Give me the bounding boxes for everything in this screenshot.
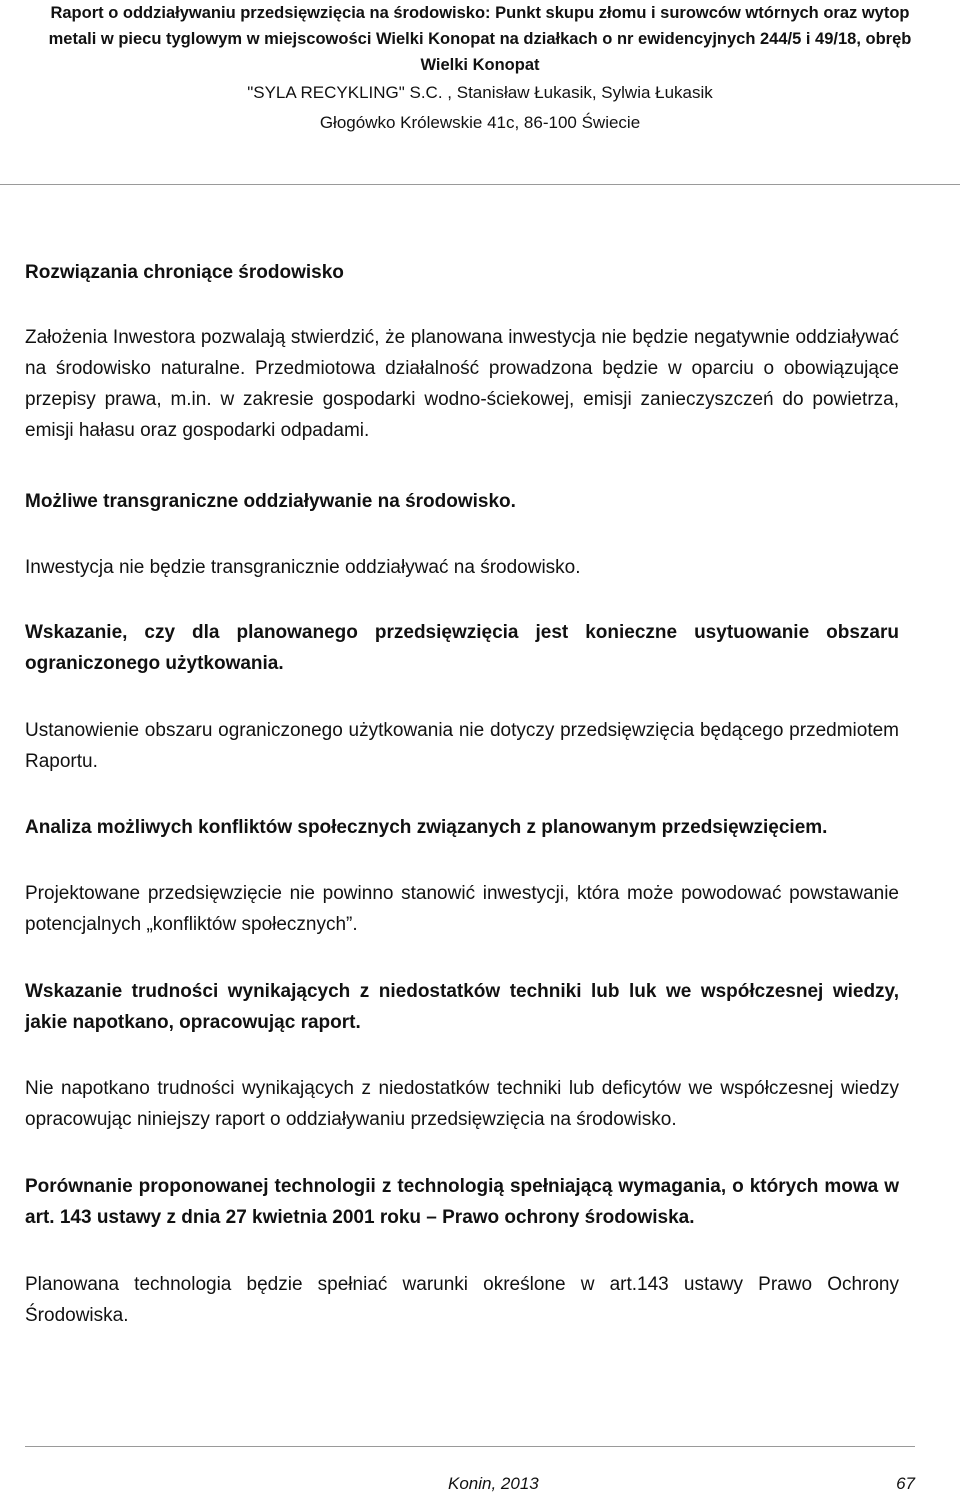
section-environment-protection-body [25, 322, 899, 446]
section-restricted-use-area-body [25, 715, 899, 777]
report-title-line-3: Wielki Konopat [420, 56, 540, 74]
section-heading: Analiza możliwych konfliktów społecznych związanych z planowanym przedsięwzięciem. [25, 817, 828, 838]
company-name: "SYLA RECYKLING" S.C. , Stanisław Łukasik, Sylwia Łukasik [247, 83, 713, 102]
section-technology-comparison [25, 1171, 899, 1233]
section-body: Założenia Inwestora pozwalają stwierdzić, że planowana inwestycja nie będzie negatywnie oddziaływać na środowisko naturalne. Przedmiotowa działalność prowadzona będzie w oparciu o obowiązujące przepisy prawa, m.in. w zakresie gospodarki wodno-ściekowej, emisji zanieczyszczeń do powietrza, emisji hałasu oraz gospodarki odpadami. [25, 327, 899, 441]
section-heading: Wskazanie, czy dla planowanego przedsięwzięcia jest konieczne usytuowanie obszaru ograniczonego użytkowania. [25, 622, 899, 674]
section-body: Planowana technologia będzie spełniać warunki określone w art.143 ustawy Prawo Ochrony Środowiska. [25, 1274, 899, 1326]
section-restricted-use-area [25, 617, 899, 679]
section-social-conflicts-body [25, 878, 899, 940]
section-body: Inwestycja nie będzie transgranicznie oddziaływać na środowisko. [25, 557, 581, 578]
section-knowledge-gaps [25, 976, 899, 1038]
report-title-line-2: metali w piecu tyglowym w miejscowości Wielki Konopat na działkach o nr ewidencyjnych 244/5 i 49/18, obręb [48, 30, 912, 48]
section-social-conflicts [25, 812, 899, 843]
section-transboundary-impact [25, 486, 899, 517]
section-transboundary-impact-body [25, 552, 899, 583]
section-environment-protection [25, 257, 899, 288]
company-address: Głogówko Królewskie 41c, 86-100 Świecie [319, 113, 641, 132]
section-technology-comparison-body [25, 1269, 899, 1331]
section-body: Nie napotkano trudności wynikających z niedostatków techniki lub deficytów we współczesnej wiedzy opracowując niniejszy raport o oddziaływaniu przedsięwzięcia na środowisko. [25, 1078, 899, 1130]
footer-divider [25, 1446, 915, 1447]
section-heading: Porównanie proponowanej technologii z technologią spełniającą wymagania, o których mowa w art. 143 ustawy z dnia 27 kwietnia 2001 roku – Prawo ochrony środowiska. [25, 1176, 899, 1228]
section-body: Projektowane przedsięwzięcie nie powinno stanowić inwestycji, która może powodować powstawanie potencjalnych „konfliktów społecznych”. [25, 883, 899, 935]
section-heading: Wskazanie trudności wynikających z niedostatków techniki lub luk we współczesnej wiedzy, jakie napotkano, opracowując raport. [25, 981, 899, 1033]
document-header [0, 0, 960, 153]
section-body: Ustanowienie obszaru ograniczonego użytkowania nie dotyczy przedsięwzięcia będącego przedmiotem Raportu. [25, 720, 899, 772]
section-heading: Rozwiązania chroniące środowisko [25, 262, 344, 283]
header-divider [0, 184, 960, 185]
report-title-line-1: Raport o oddziaływaniu przedsięwzięcia na środowisko: Punkt skupu złomu i surowców wtórnych oraz wytop [50, 4, 910, 22]
section-heading: Możliwe transgraniczne oddziaływanie na środowisko. [25, 491, 516, 512]
footer-city-year: Konin, 2013 [448, 1474, 539, 1493]
page-number: 67 [896, 1474, 915, 1493]
section-knowledge-gaps-body [25, 1073, 899, 1135]
